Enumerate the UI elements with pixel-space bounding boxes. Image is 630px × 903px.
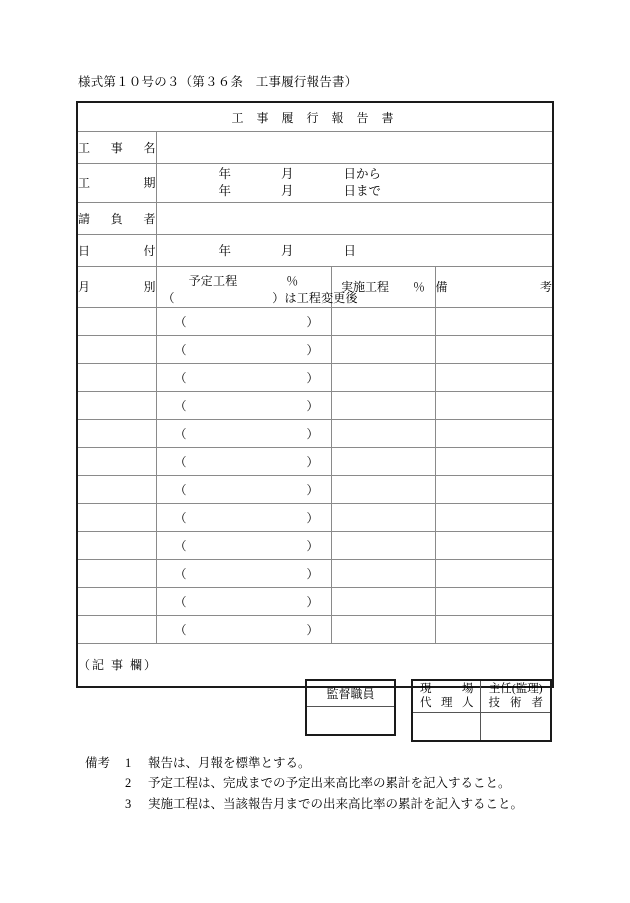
table-row <box>77 503 553 531</box>
contractor-row <box>77 202 553 234</box>
footnote-number: 3 <box>125 796 132 811</box>
supervisor-header-row <box>306 680 395 707</box>
site-agent-label-line1: 現場 <box>420 683 474 695</box>
period-end-line: 年 月 日まで <box>218 183 382 198</box>
remarks-cell[interactable] <box>435 559 553 587</box>
footnote-item <box>85 753 523 773</box>
actual-progress-cell[interactable] <box>331 307 435 335</box>
actual-progress-cell[interactable] <box>331 391 435 419</box>
planned-progress-parenthesis: （ ） <box>174 538 319 553</box>
remarks-cell[interactable] <box>435 391 553 419</box>
actual-progress-cell[interactable] <box>331 559 435 587</box>
actual-progress-cell[interactable] <box>331 335 435 363</box>
month-cell[interactable] <box>77 503 156 531</box>
form-code-heading: 様式第１０号の３（第３６条 工事履行報告書） <box>78 75 358 89</box>
period-start-line: 年 月 日から <box>218 167 382 181</box>
table-row <box>77 447 553 475</box>
table-row <box>77 335 553 363</box>
footnote-number: 2 <box>125 776 132 791</box>
period-lines <box>157 164 553 202</box>
table-row <box>77 615 553 643</box>
column-header-planned-progress <box>156 266 358 307</box>
date-field[interactable] <box>156 234 553 266</box>
planned-progress-cell[interactable] <box>156 615 331 643</box>
planned-progress-parenthesis: （ ） <box>174 510 319 525</box>
month-cell[interactable] <box>77 419 156 447</box>
planned-progress-cell[interactable] <box>156 419 331 447</box>
planned-progress-parenthesis: （ ） <box>174 314 319 329</box>
planned-progress-parenthesis: （ ） <box>174 426 319 441</box>
table-row <box>77 587 553 615</box>
planned-progress-parenthesis: （ ） <box>174 622 319 637</box>
footnote-item <box>85 773 523 793</box>
chief-engineer-label <box>481 680 551 712</box>
column-header-row <box>77 266 553 307</box>
month-cell[interactable] <box>77 531 156 559</box>
remarks-cell[interactable] <box>435 475 553 503</box>
actual-progress-cell[interactable] <box>331 419 435 447</box>
remarks-cell[interactable] <box>435 335 553 363</box>
footnote-text: 予定工程は、完成までの予定出来高比率の累計を記入すること。 <box>148 776 511 791</box>
remarks-cell[interactable] <box>435 615 553 643</box>
supervisor-value-row <box>306 707 395 736</box>
planned-progress-cell[interactable] <box>156 503 331 531</box>
footnote-item <box>85 794 523 814</box>
contractor-label: 請負者 <box>77 202 156 234</box>
remarks-cell[interactable] <box>435 307 553 335</box>
column-header-month: 月別 <box>77 266 156 307</box>
chief-engineer-seal-field[interactable] <box>481 712 551 741</box>
date-row <box>77 234 553 266</box>
actual-progress-cell[interactable] <box>331 363 435 391</box>
planned-progress-cell[interactable] <box>156 447 331 475</box>
table-row <box>77 363 553 391</box>
planned-progress-cell[interactable] <box>156 559 331 587</box>
column-header-planned-progress-top: 予定工程 ％ <box>188 273 299 288</box>
project-name-row <box>77 132 553 164</box>
month-cell[interactable] <box>77 391 156 419</box>
supervisor-label: 監督職員 <box>306 680 395 707</box>
footnotes-label: 備考 <box>85 756 111 770</box>
remarks-cell[interactable] <box>435 419 553 447</box>
contractor-header-row <box>412 680 551 712</box>
period-row <box>77 164 553 203</box>
planned-progress-parenthesis: （ ） <box>174 370 319 385</box>
chief-engineer-label-line2: 技術者 <box>488 697 543 710</box>
month-cell[interactable] <box>77 447 156 475</box>
remarks-cell[interactable] <box>435 587 553 615</box>
table-title-row <box>77 102 553 132</box>
planned-progress-cell[interactable] <box>156 363 331 391</box>
project-name-field[interactable] <box>156 132 553 164</box>
table-row <box>77 531 553 559</box>
planned-progress-cell[interactable] <box>156 391 331 419</box>
remarks-cell[interactable] <box>435 531 553 559</box>
planned-progress-cell[interactable] <box>156 531 331 559</box>
period-field[interactable] <box>156 164 553 203</box>
planned-progress-cell[interactable] <box>156 587 331 615</box>
date-line: 年 月 日 <box>218 244 357 259</box>
remarks-cell[interactable] <box>435 503 553 531</box>
planned-progress-parenthesis: （ ） <box>174 342 319 357</box>
construction-progress-report-table <box>76 101 554 688</box>
month-cell[interactable] <box>77 363 156 391</box>
site-agent-label-line2: 代理人 <box>420 697 474 710</box>
actual-progress-cell[interactable] <box>331 587 435 615</box>
footnote-number: 1 <box>125 756 132 770</box>
planned-progress-cell[interactable] <box>156 335 331 363</box>
contractor-signature-box <box>411 679 552 742</box>
actual-progress-cell[interactable] <box>331 503 435 531</box>
table-row <box>77 307 553 335</box>
chief-engineer-label-line1: 主任(監理) <box>488 683 543 695</box>
month-cell[interactable] <box>77 307 156 335</box>
actual-progress-cell[interactable] <box>331 615 435 643</box>
actual-progress-cell[interactable] <box>331 447 435 475</box>
column-header-actual-progress: 実施工程 ％ <box>331 266 435 307</box>
report-title: 工 事 履 行 報 告 書 <box>77 102 553 132</box>
footnote-text: 実施工程は、当該報告月までの出来高比率の累計を記入すること。 <box>148 796 524 811</box>
actual-progress-cell[interactable] <box>331 475 435 503</box>
actual-progress-cell[interactable] <box>331 531 435 559</box>
month-cell[interactable] <box>77 559 156 587</box>
planned-progress-parenthesis: （ ） <box>174 482 319 497</box>
planned-progress-parenthesis: （ ） <box>174 398 319 413</box>
notes-label: （記 事 欄） <box>78 658 159 673</box>
supervisor-seal-field[interactable] <box>306 707 395 736</box>
supervisor-signature-box <box>305 679 396 736</box>
planned-progress-parenthesis: （ ） <box>174 566 319 581</box>
footnote-text: 報告は、月報を標準とする。 <box>148 756 311 770</box>
contractor-value-row <box>412 712 551 741</box>
month-cell[interactable] <box>77 335 156 363</box>
month-cell[interactable] <box>77 475 156 503</box>
site-agent-label <box>412 680 481 712</box>
project-name-label: 工事名 <box>77 132 156 164</box>
period-label: 工期 <box>77 164 156 203</box>
planned-progress-parenthesis: （ ） <box>174 454 319 469</box>
column-header-remarks: 備考 <box>435 266 553 307</box>
month-cell[interactable] <box>77 587 156 615</box>
table-row <box>77 391 553 419</box>
footnotes-block <box>85 753 523 814</box>
site-agent-seal-field[interactable] <box>412 712 481 741</box>
table-row <box>77 559 553 587</box>
month-cell[interactable] <box>77 615 156 643</box>
planned-progress-parenthesis: （ ） <box>174 594 319 609</box>
planned-progress-cell[interactable] <box>156 307 331 335</box>
table-row <box>77 419 553 447</box>
contractor-field[interactable] <box>156 202 553 234</box>
remarks-cell[interactable] <box>435 447 553 475</box>
column-header-planned-progress-bottom: （ ）は工程変更後 <box>162 290 358 305</box>
planned-progress-cell[interactable] <box>156 475 331 503</box>
table-row <box>77 475 553 503</box>
date-label: 日付 <box>77 234 156 266</box>
remarks-cell[interactable] <box>435 363 553 391</box>
